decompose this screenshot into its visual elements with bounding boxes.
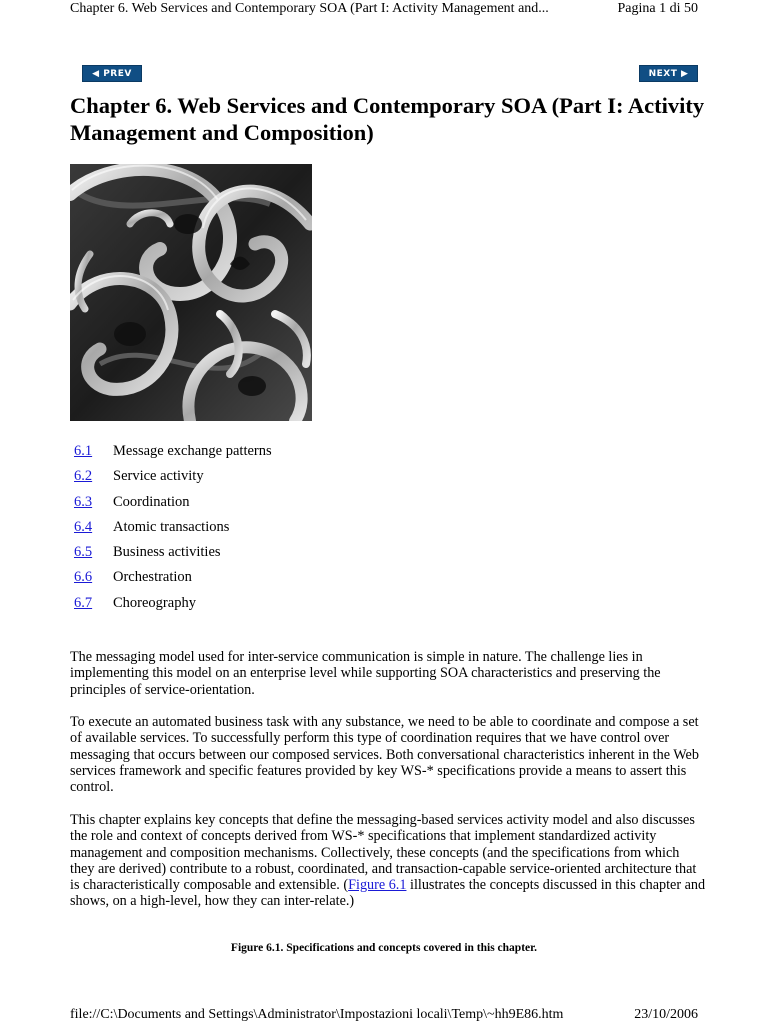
arrow-left-icon: ◀ <box>92 69 100 79</box>
toc-link[interactable]: 6.1 <box>74 443 93 459</box>
toc-label: Orchestration <box>113 569 192 586</box>
toc-item <box>74 491 272 516</box>
toc-label: Business activities <box>113 544 221 561</box>
page-footer <box>70 1006 700 1024</box>
chapter-title: Chapter 6. Web Services and Contemporary SOA (Part I: Activity Management and Composition) <box>70 93 705 145</box>
prev-button[interactable] <box>82 65 142 82</box>
figure-6-1-link[interactable]: Figure 6.1 <box>348 877 407 894</box>
toc-item <box>74 541 272 566</box>
toc-label: Coordination <box>113 493 190 510</box>
toc-label: Atomic transactions <box>113 518 230 535</box>
page-header <box>70 0 700 18</box>
table-of-contents <box>74 440 272 617</box>
toc-item <box>74 465 272 490</box>
toc-link[interactable]: 6.3 <box>74 493 93 510</box>
footer-date: 23/10/2006 <box>634 1007 698 1022</box>
toc-link[interactable]: 6.7 <box>74 594 93 611</box>
figure-caption: Figure 6.1. Specifications and concepts covered in this chapter. <box>230 942 538 954</box>
header-page-number: Pagina 1 di 50 <box>617 1 698 16</box>
toc-item <box>74 566 272 591</box>
toc-link[interactable]: 6.5 <box>74 544 93 561</box>
toc-link[interactable]: 6.4 <box>74 518 93 535</box>
chapter-cover-image <box>70 164 312 421</box>
toc-label: Choreography <box>113 594 196 611</box>
arrow-right-icon: ▶ <box>680 69 689 79</box>
prev-button-label: PREV <box>103 69 132 79</box>
chapter-overview-paragraph <box>70 812 706 910</box>
next-button[interactable] <box>639 65 698 82</box>
toc-label: Service activity <box>113 468 204 485</box>
toc-item <box>74 440 272 465</box>
toc-link[interactable]: 6.2 <box>74 468 93 485</box>
toc-item <box>74 592 272 617</box>
toc-item <box>74 516 272 541</box>
paragraph-text: This chapter explains key concepts that define the messaging-based services activity model and also discusses the role and context of concepts derived from WS-* specifications that implement standardized activity management and composition mechanisms. Collectively, these concepts (and the specifications from which they are derived) contribute to a robust, coordinated, and transaction-capable service-oriented architecture that is characteristically composable and extensible. ( <box>70 812 697 894</box>
toc-link[interactable]: 6.6 <box>74 569 93 586</box>
coordination-paragraph: To execute an automated business task with any substance, we need to be able to coordinate and compose a set of available services. To successfully perform this type of coordination requires that we have control over messaging that occurs between our composed services. Both conversational characteristics inherent in the Web services framework and specific features provided by key WS-* specifications provide a means to assert this control. <box>70 714 699 796</box>
next-button-label: NEXT <box>648 69 678 79</box>
paragraph-text: illustrates the concepts discussed in this chapter and shows, on a high-level, how they can inter-relate.) <box>70 877 706 910</box>
footer-file-path: file://C:\Documents and Settings\Administrator\Impostazioni locali\Temp\~hh9E86.htm <box>70 1007 564 1022</box>
intro-paragraph: The messaging model used for inter-service communication is simple in nature. The challenge lies in implementing this model on an enterprise level while supporting SOA characteristics and preserving the principles of service-orientation. <box>70 649 661 698</box>
toc-label: Message exchange patterns <box>113 443 272 459</box>
header-title: Chapter 6. Web Services and Contemporary SOA (Part I: Activity Management and... <box>70 1 549 16</box>
